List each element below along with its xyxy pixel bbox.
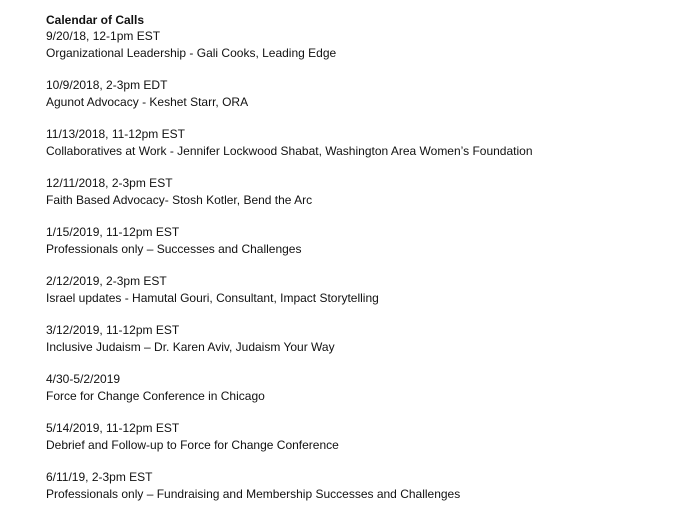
calendar-entry bbox=[46, 224, 686, 258]
calendar-entry bbox=[46, 77, 686, 111]
entry-date: 12/11/2018, 2-3pm EST bbox=[46, 176, 173, 190]
entry-topic: Faith Based Advocacy- Stosh Kotler, Bend the Arc bbox=[46, 193, 313, 207]
entry-date: 6/11/19, 2-3pm EST bbox=[46, 470, 153, 484]
entry-date: 9/20/18, 12-1pm EST bbox=[46, 29, 161, 43]
entry-topic: Force for Change Conference in Chicago bbox=[46, 389, 265, 403]
entry-topic: Collaboratives at Work - Jennifer Lockwood Shabat, Washington Area Women’s Foundation bbox=[46, 144, 533, 158]
calendar-entry bbox=[46, 322, 686, 356]
entry-date: 5/14/2019, 11-12pm EST bbox=[46, 421, 180, 435]
calendar-document bbox=[46, 12, 686, 503]
entry-topic: Professionals only – Successes and Challenges bbox=[46, 242, 302, 256]
entry-date: 10/9/2018, 2-3pm EDT bbox=[46, 78, 168, 92]
calendar-entry bbox=[46, 420, 686, 454]
calendar-entry bbox=[46, 371, 686, 405]
document-title: Calendar of Calls bbox=[46, 13, 145, 27]
entry-topic: Organizational Leadership - Gali Cooks, Leading Edge bbox=[46, 46, 337, 60]
entry-date: 4/30-5/2/2019 bbox=[46, 372, 121, 386]
calendar-entry bbox=[46, 28, 686, 62]
entry-topic: Israel updates - Hamutal Gouri, Consultant, Impact Storytelling bbox=[46, 291, 379, 305]
calendar-entry bbox=[46, 175, 686, 209]
calendar-entry bbox=[46, 469, 686, 503]
entry-topic: Agunot Advocacy - Keshet Starr, ORA bbox=[46, 95, 249, 109]
entry-date: 11/13/2018, 11-12pm EST bbox=[46, 127, 185, 141]
calendar-entry bbox=[46, 273, 686, 307]
entry-topic: Inclusive Judaism – Dr. Karen Aviv, Judaism Your Way bbox=[46, 340, 335, 354]
calendar-entry bbox=[46, 126, 686, 160]
entry-date: 3/12/2019, 11-12pm EST bbox=[46, 323, 180, 337]
entry-topic: Debrief and Follow-up to Force for Change Conference bbox=[46, 438, 339, 452]
entry-date: 2/12/2019, 2-3pm EST bbox=[46, 274, 167, 288]
entry-topic: Professionals only – Fundraising and Membership Successes and Challenges bbox=[46, 487, 461, 501]
entry-date: 1/15/2019, 11-12pm EST bbox=[46, 225, 180, 239]
